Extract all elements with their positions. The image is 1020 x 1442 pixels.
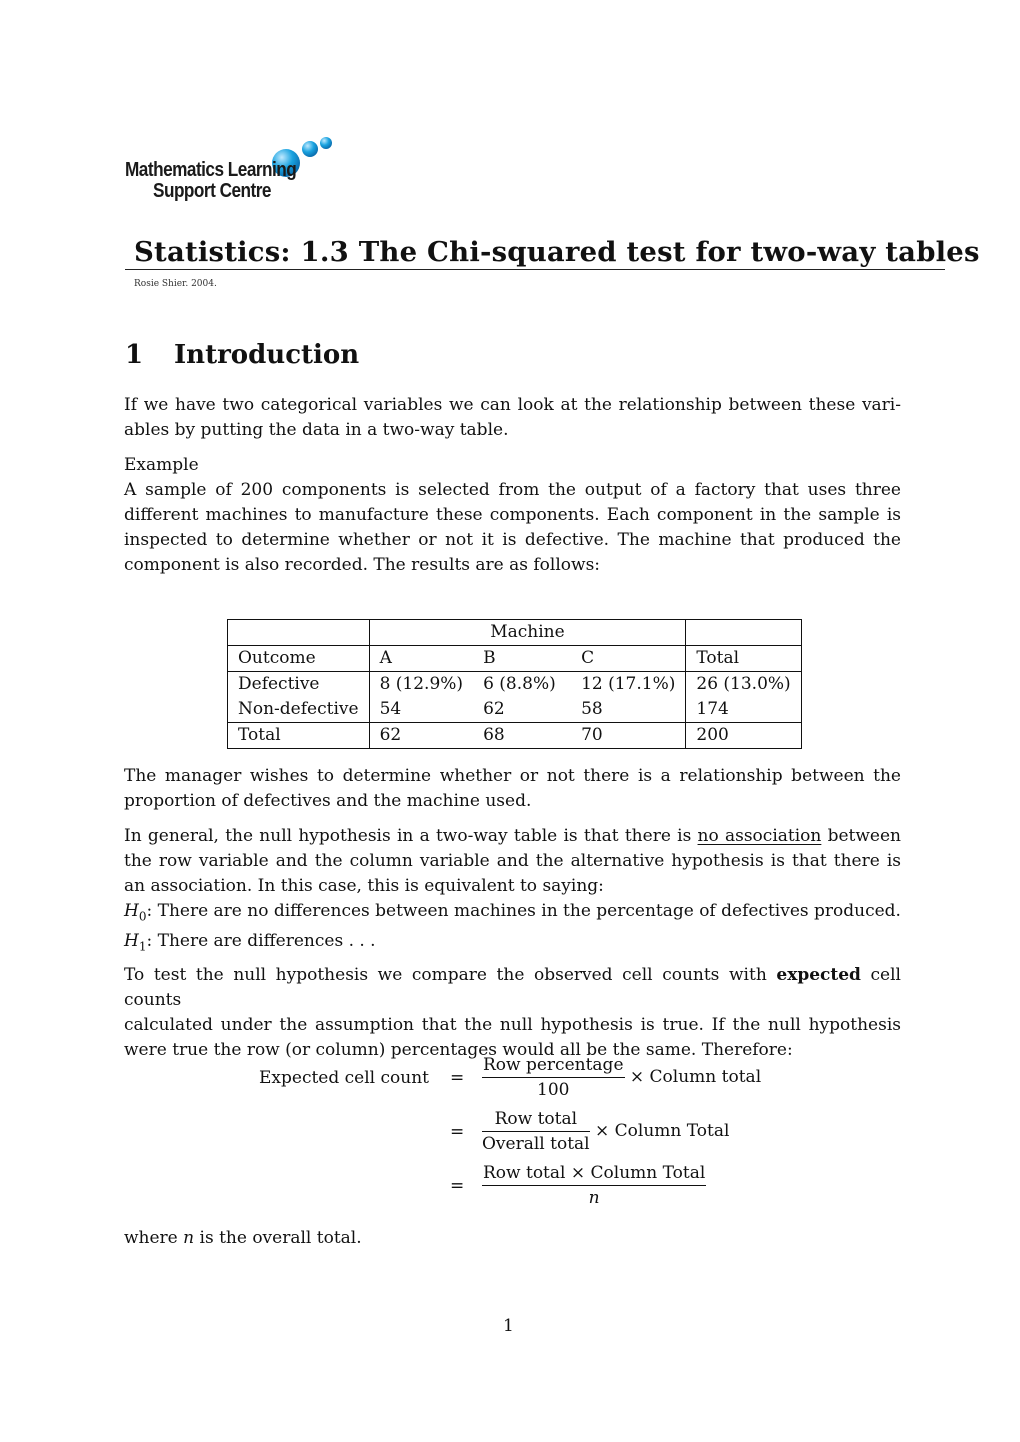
equation-tail: × Column Total: [595, 1121, 730, 1141]
text-run: where: [124, 1228, 178, 1248]
paragraph-line: were true the row (or column) percentages would all be the same. Therefore:: [124, 1040, 793, 1060]
h1-symbol: H: [124, 931, 139, 952]
expected-paragraph: [124, 963, 901, 1063]
text-run: cell counts: [124, 965, 901, 1010]
table-header-cell: Total: [686, 646, 802, 672]
table-cell: Defective: [228, 672, 370, 698]
table-cell: 8 (12.9%): [369, 672, 473, 698]
intro-line: ables by putting the data in a two-way table.: [124, 420, 509, 440]
paragraph-line: an association. In this case, this is equivalent to saying:: [124, 876, 604, 896]
fraction: [482, 1107, 590, 1156]
denominator: n: [588, 1188, 600, 1208]
equation-1: [482, 1053, 761, 1102]
logo-line-2: Support Centre: [153, 180, 271, 202]
numerator: Row total × Column Total: [482, 1161, 706, 1186]
h0-line: [124, 899, 901, 929]
where-line: [124, 1226, 901, 1251]
table-cell: 200: [686, 723, 802, 749]
author-line: Rosie Shier. 2004.: [134, 279, 217, 289]
equation-equals: =: [450, 1122, 465, 1142]
table-cell: 68: [473, 723, 571, 749]
intro-paragraph: [124, 393, 901, 443]
two-way-table: [227, 619, 802, 749]
example-line: component is also recorded. The results are as follows:: [124, 555, 601, 575]
section-number: 1: [125, 340, 144, 370]
paragraph-line: calculated under the assumption that the null hypothesis is true. If the null hypothesis: [124, 1015, 901, 1035]
example-line: different machines to manufacture these components. Each component in the sample is: [124, 505, 901, 525]
mlsc-logo: [125, 135, 340, 210]
equation-lhs: Expected cell count: [259, 1068, 429, 1088]
example-line: inspected to determine whether or not it is defective. The machine that produced the: [124, 530, 901, 550]
text-run: between: [827, 826, 901, 846]
table-cell: Non-defective: [228, 697, 370, 723]
table-row: [228, 723, 802, 749]
denominator: 100: [537, 1080, 570, 1100]
n-symbol: n: [183, 1228, 195, 1248]
table-cell: 58: [571, 697, 686, 723]
table-corner-cell: [686, 620, 802, 646]
h1-subscript: 1: [138, 939, 147, 954]
numerator: Row percentage: [482, 1053, 625, 1078]
table-row: [228, 697, 802, 723]
denominator: Overall total: [482, 1134, 590, 1154]
example-label: Example: [124, 455, 199, 475]
no-association-underlined: no association: [697, 826, 822, 846]
table-header-cell: C: [571, 646, 686, 672]
table-cell: Total: [228, 723, 370, 749]
table-cell: 54: [369, 697, 473, 723]
hypothesis-paragraph: [124, 824, 901, 960]
table-corner-cell: [228, 620, 370, 646]
paragraph-line: the row variable and the column variable and the alternative hypothesis is that there is: [124, 851, 901, 871]
title-rule: [125, 269, 945, 270]
logo-line-1: Mathematics Learning: [125, 159, 297, 181]
paragraph-line: [124, 963, 901, 1013]
table-cell: 12 (17.1%): [571, 672, 686, 698]
paragraph-line: [124, 824, 901, 849]
manager-paragraph: [124, 764, 901, 814]
table-header-cell: A: [369, 646, 473, 672]
document-title: Statistics: 1.3 The Chi-squared test for two-way tables: [134, 236, 980, 268]
numerator: Row total: [482, 1107, 590, 1132]
h0-symbol: H: [124, 901, 139, 921]
equation-equals: =: [450, 1068, 465, 1088]
fraction: [482, 1053, 625, 1102]
text-run: To test the null hypothesis we compare the observed cell counts with: [124, 965, 767, 985]
table-cell: 6 (8.8%): [483, 674, 556, 694]
table-header-cell: B: [473, 646, 571, 672]
expected-bold: expected: [776, 965, 861, 985]
table-cell: 62: [369, 723, 473, 749]
table-cell: 70: [571, 723, 686, 749]
table-row: [228, 672, 802, 698]
h0-subscript: 0: [138, 909, 147, 924]
equation-tail: × Column total: [629, 1067, 762, 1087]
equation-2: [482, 1107, 729, 1156]
intro-line: If we have two categorical variables we can look at the relationship between these vari-: [124, 395, 901, 415]
example-line: A sample of 200 components is selected from the output of a factory that uses three: [124, 480, 901, 500]
equation-3: [482, 1161, 706, 1210]
h1-line: [124, 929, 901, 959]
paragraph-line: The manager wishes to determine whether or not there is a relationship between the: [124, 766, 901, 786]
table-group-header: Machine: [369, 620, 686, 646]
text-run: In general, the null hypothesis in a two-way table is that there is: [124, 826, 692, 846]
page-number: 1: [503, 1316, 514, 1336]
table-cell: 174: [686, 697, 802, 723]
section-title: Introduction: [174, 340, 360, 370]
paragraph-line: proportion of defectives and the machine used.: [124, 791, 532, 811]
h1-text: : There are differences . . .: [146, 931, 376, 952]
example-block: [124, 453, 901, 578]
table-cell: 26 (13.0%): [686, 672, 802, 698]
equation-equals: =: [450, 1176, 465, 1196]
fraction: [482, 1161, 706, 1210]
table-cell: 62: [473, 697, 571, 723]
table-header-cell: Outcome: [228, 646, 370, 672]
h0-text: : There are no differences between machines in the percentage of defectives produced.: [146, 901, 901, 921]
text-run: is the overall total.: [199, 1228, 362, 1248]
